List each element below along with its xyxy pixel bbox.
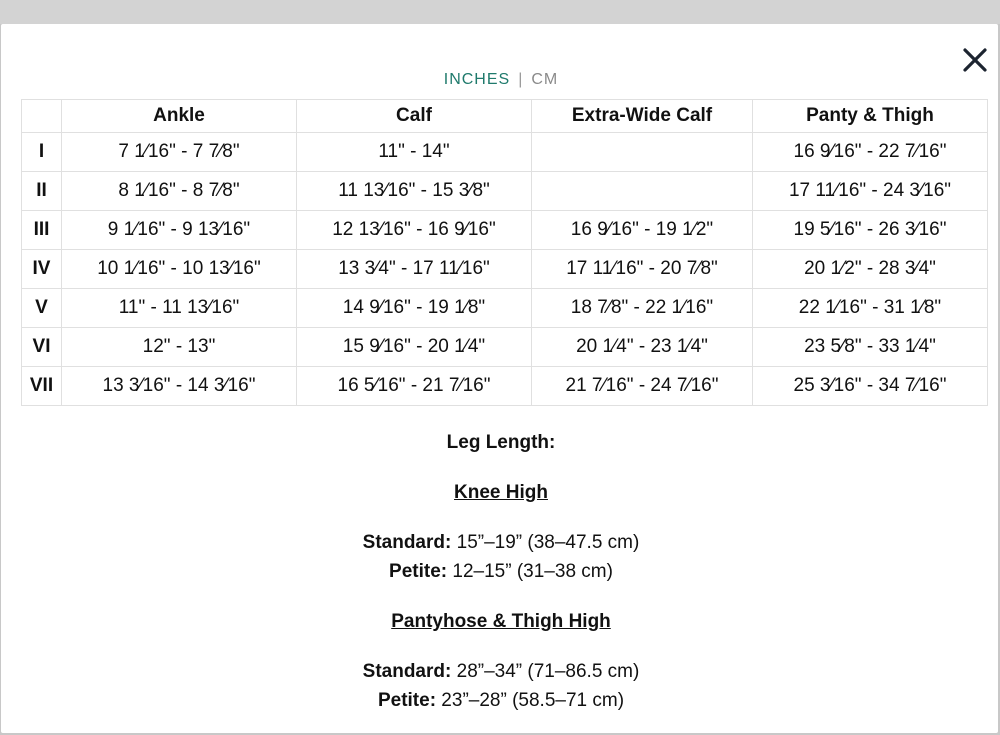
knee-petite-line (1, 557, 1000, 586)
size-label-cell: VII (22, 367, 62, 406)
table-cell: 22 1⁄16" - 31 1⁄8" (753, 289, 988, 328)
table-cell: 9 1⁄16" - 9 13⁄16" (62, 211, 297, 250)
knee-petite-label: Petite: (389, 561, 448, 582)
table-cell: 20 1⁄2" - 28 3⁄4" (753, 250, 988, 289)
table-cell: 17 11⁄16" - 24 3⁄16" (753, 172, 988, 211)
table-row (22, 133, 988, 172)
unit-inches-tab[interactable]: INCHES (443, 71, 511, 88)
table-row (22, 172, 988, 211)
knee-petite-value: 12–15” (31–38 cm) (447, 561, 613, 582)
table-body (22, 133, 988, 406)
leg-length-title: Leg Length: (446, 432, 556, 453)
unit-separator: | (518, 71, 524, 88)
leg-length-section (1, 428, 1000, 715)
table-cell: 16 5⁄16" - 21 7⁄16" (297, 367, 532, 406)
table-cell: 15 9⁄16" - 20 1⁄4" (297, 328, 532, 367)
table-row (22, 328, 988, 367)
table-cell: 7 1⁄16" - 7 7⁄8" (62, 133, 297, 172)
pantyhose-heading: Pantyhose & Thigh High (391, 611, 611, 632)
panty-petite-value: 23”–28” (58.5–71 cm) (436, 690, 625, 711)
panty-standard-label: Standard: (362, 661, 452, 682)
table-cell: 11" - 11 13⁄16" (62, 289, 297, 328)
table-cell: 14 9⁄16" - 19 1⁄8" (297, 289, 532, 328)
size-label-cell: II (22, 172, 62, 211)
panty-standard-line (1, 657, 1000, 686)
table-cell: 12 13⁄16" - 16 9⁄16" (297, 211, 532, 250)
table-cell: 16 9⁄16" - 19 1⁄2" (532, 211, 753, 250)
table-header-cell: Calf (297, 100, 532, 133)
table-cell: 18 7⁄8" - 22 1⁄16" (532, 289, 753, 328)
panty-petite-line (1, 686, 1000, 715)
table-cell: 10 1⁄16" - 10 13⁄16" (62, 250, 297, 289)
table-cell: 16 9⁄16" - 22 7⁄16" (753, 133, 988, 172)
panty-standard-value: 28”–34” (71–86.5 cm) (451, 661, 640, 682)
table-header-cell: Panty & Thigh (753, 100, 988, 133)
page-background-bar (0, 0, 1000, 24)
table-cell: 8 1⁄16" - 8 7⁄8" (62, 172, 297, 211)
size-label-cell: VI (22, 328, 62, 367)
knee-standard-value: 15”–19” (38–47.5 cm) (451, 532, 640, 553)
table-cell: 12" - 13" (62, 328, 297, 367)
knee-standard-label: Standard: (362, 532, 452, 553)
table-cell: 20 1⁄4" - 23 1⁄4" (532, 328, 753, 367)
table-cell: 21 7⁄16" - 24 7⁄16" (532, 367, 753, 406)
table-cell: 13 3⁄4" - 17 11⁄16" (297, 250, 532, 289)
table-row (22, 250, 988, 289)
size-label-cell: III (22, 211, 62, 250)
table-cell: 25 3⁄16" - 34 7⁄16" (753, 367, 988, 406)
size-label-cell: IV (22, 250, 62, 289)
knee-high-heading: Knee High (454, 482, 548, 503)
table-header-row (22, 100, 988, 133)
unit-toggle (1, 71, 1000, 89)
table-row (22, 289, 988, 328)
size-label-cell: I (22, 133, 62, 172)
table-cell: 11" - 14" (297, 133, 532, 172)
size-chart-table (21, 99, 988, 406)
unit-cm-tab[interactable]: CM (531, 71, 559, 88)
table-cell: 11 13⁄16" - 15 3⁄8" (297, 172, 532, 211)
size-chart-modal (1, 24, 998, 733)
table-cell (532, 133, 753, 172)
table-cell (532, 172, 753, 211)
table-row (22, 211, 988, 250)
table-header-cell: Ankle (62, 100, 297, 133)
knee-standard-line (1, 528, 1000, 557)
table-header-cell: Extra-Wide Calf (532, 100, 753, 133)
panty-petite-label: Petite: (377, 690, 437, 711)
table-cell: 23 5⁄8" - 33 1⁄4" (753, 328, 988, 367)
table-header-cell (22, 100, 62, 133)
table-row (22, 367, 988, 406)
size-label-cell: V (22, 289, 62, 328)
table-cell: 13 3⁄16" - 14 3⁄16" (62, 367, 297, 406)
table-cell: 17 11⁄16" - 20 7⁄8" (532, 250, 753, 289)
table-cell: 19 5⁄16" - 26 3⁄16" (753, 211, 988, 250)
